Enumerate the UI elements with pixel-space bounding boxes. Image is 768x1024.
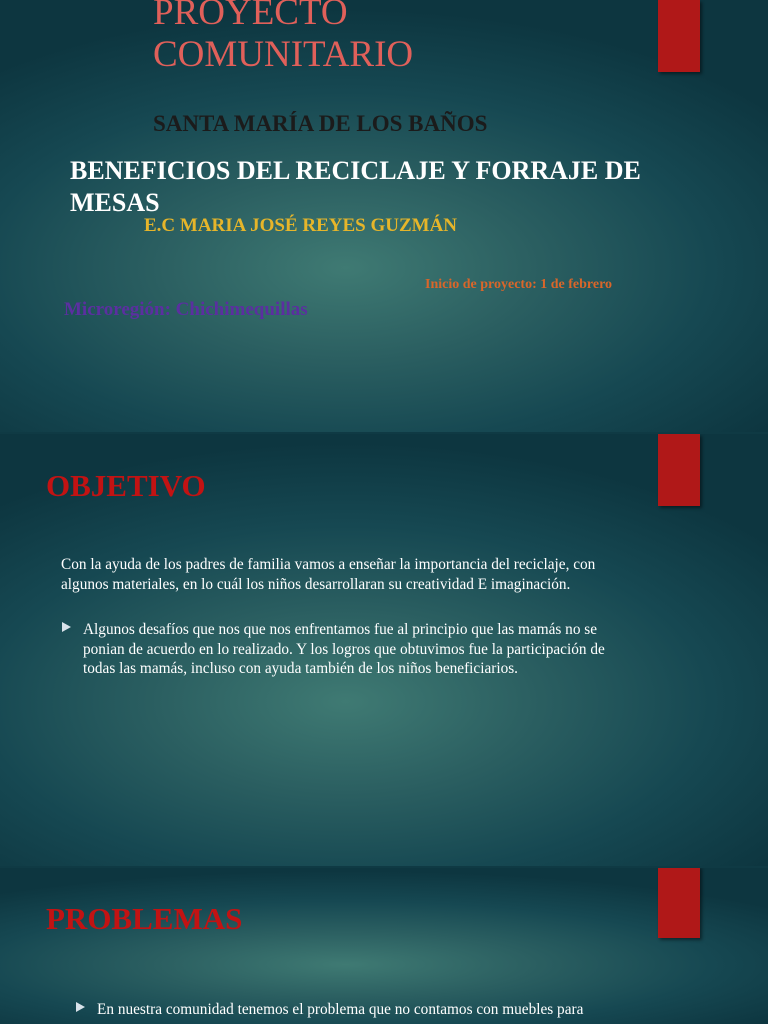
objective-heading: OBJETIVO [46, 468, 206, 503]
slide-objective [0, 434, 768, 866]
bullet-arrow-icon [76, 1002, 85, 1012]
project-title: PROYECTO COMUNITARIO [153, 0, 414, 75]
slide-problems [0, 868, 768, 1024]
community-name: SANTA MARÍA DE LOS BAÑOS [153, 111, 488, 136]
objective-bullet: Algunos desafíos que nos que nos enfrentamos fue al principio que las mamás no se ponian de acuerdo en lo realizado. Y los logros que obtuvimos fue la participación de todas las mamás, incluso con ayuda también de los niños beneficiarios. [83, 621, 605, 677]
red-accent-bar [658, 0, 700, 72]
slide-cover [0, 0, 768, 432]
red-accent-bar [658, 434, 700, 506]
author-name: E.C MARIA JOSÉ REYES GUZMÁN [144, 215, 458, 236]
problems-bullet: En nuestra comunidad tenemos el problema que no contamos con muebles para [97, 1001, 584, 1018]
start-date: Inicio de proyecto: 1 de febrero [425, 277, 613, 292]
red-accent-bar [658, 868, 700, 938]
microregion-label: Microregión: Chichimequillas [64, 299, 308, 320]
objective-paragraph: Con la ayuda de los padres de familia vamos a enseñar la importancia del reciclaje, con algunos materiales, en lo cuál los niños desarrollaran su creatividad E imaginación. [61, 556, 596, 593]
problems-heading: PROBLEMAS [46, 901, 243, 936]
project-topic: BENEFICIOS DEL RECICLAJE Y FORRAJE DE MESAS [70, 156, 641, 217]
bullet-arrow-icon [62, 622, 71, 632]
